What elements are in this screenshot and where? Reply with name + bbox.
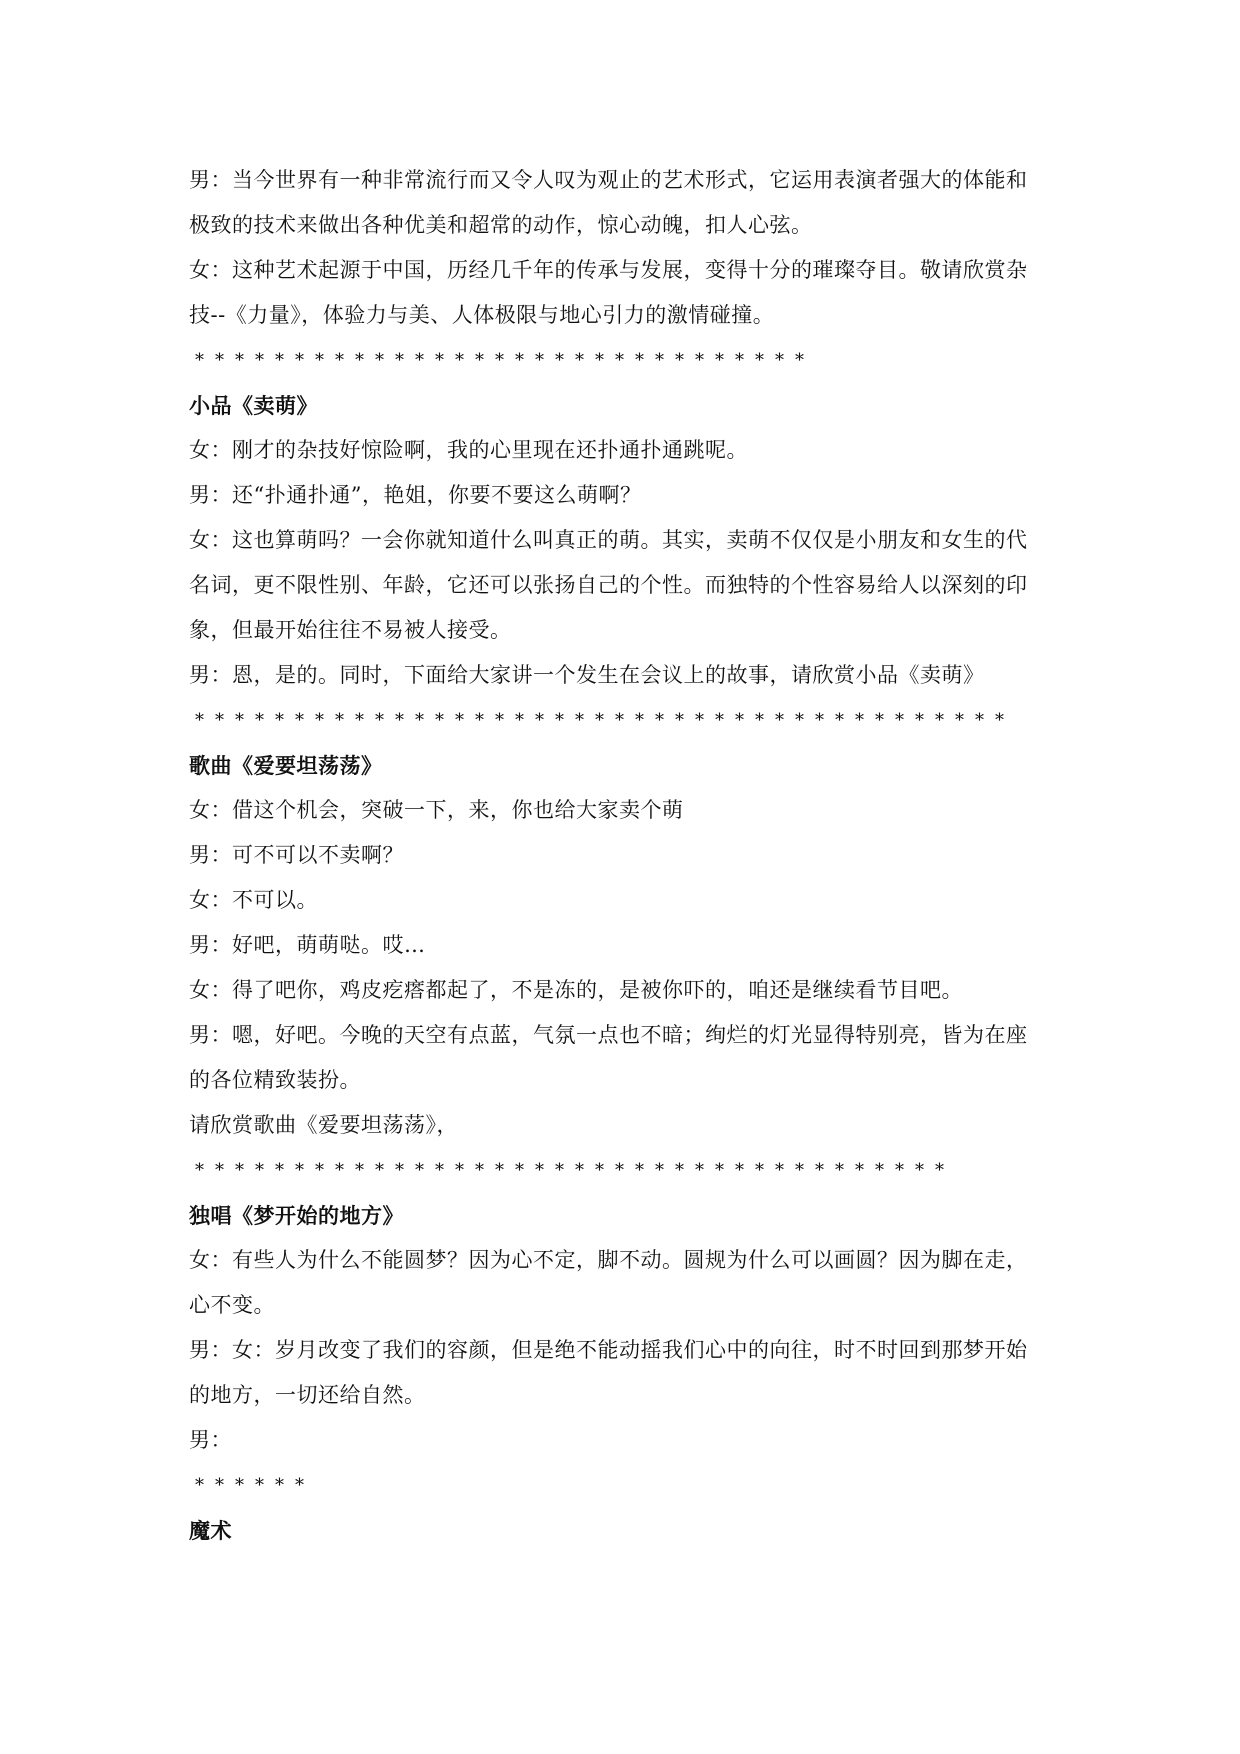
paragraph-line: 女：借这个机会，突破一下，来，你也给大家卖个萌 xyxy=(189,798,684,822)
paragraph-line: 男：女：岁月改变了我们的容颜，但是绝不能动摇我们心中的向往，时不时回到那梦开始 xyxy=(189,1338,1028,1362)
section-heading: 独唱《梦开始的地方》 xyxy=(189,1203,404,1228)
paragraph-line: 女：刚才的杂技好惊险啊，我的心里现在还扑通扑通跳呢。 xyxy=(189,438,748,462)
paragraph-line: 的地方，一切还给自然。 xyxy=(189,1383,426,1407)
paragraph-line: 心不变。 xyxy=(189,1293,275,1317)
star-separator: ******************************* xyxy=(195,350,815,371)
paragraph-line: 男：嗯，好吧。今晚的天空有点蓝，气氛一点也不暗；绚烂的灯光显得特别亮，皆为在座 xyxy=(189,1023,1028,1047)
star-separator: ***************************************** xyxy=(195,710,1015,731)
paragraph-line: 男： xyxy=(189,1428,232,1452)
document-body xyxy=(189,158,1069,1553)
paragraph-line: 女：有些人为什么不能圆梦？因为心不定，脚不动。圆规为什么可以画圆？因为脚在走， xyxy=(189,1248,1028,1272)
paragraph-line: 极致的技术来做出各种优美和超常的动作，惊心动魄，扣人心弦。 xyxy=(189,213,813,237)
paragraph-line: 男：好吧，萌萌哒。哎… xyxy=(189,933,426,957)
star-separator: ************************************** xyxy=(195,1160,955,1181)
paragraph-line: 男：还“扑通扑通”，艳姐，你要不要这么萌啊？ xyxy=(189,483,642,507)
paragraph-line: 名词，更不限性别、年龄，它还可以张扬自己的个性。而独特的个性容易给人以深刻的印 xyxy=(189,573,1028,597)
paragraph-line: 男：可不可以不卖啊？ xyxy=(189,843,404,867)
section-heading: 小品《卖萌》 xyxy=(189,393,318,418)
paragraph-line: 女：得了吧你，鸡皮疙瘩都起了，不是冻的，是被你吓的，咱还是继续看节目吧。 xyxy=(189,978,963,1002)
paragraph-line: 象，但最开始往往不易被人接受。 xyxy=(189,618,512,642)
star-separator: ****** xyxy=(195,1475,315,1496)
paragraph-line: 的各位精致装扮。 xyxy=(189,1068,361,1092)
paragraph-line: 技--《力量》，体验力与美、人体极限与地心引力的激情碰撞。 xyxy=(189,303,775,327)
paragraph-line: 女：不可以。 xyxy=(189,888,318,912)
paragraph-line: 女：这种艺术起源于中国，历经几千年的传承与发展，变得十分的璀璨夺目。敬请欣赏杂 xyxy=(189,258,1028,282)
paragraph-line: 请欣赏歌曲《爱要坦荡荡》， xyxy=(189,1113,458,1137)
section-heading: 魔术 xyxy=(189,1518,232,1543)
paragraph-line: 女：这也算萌吗？一会你就知道什么叫真正的萌。其实，卖萌不仅仅是小朋友和女生的代 xyxy=(189,528,1028,552)
paragraph-line: 男：当今世界有一种非常流行而又令人叹为观止的艺术形式，它运用表演者强大的体能和 xyxy=(189,168,1028,192)
section-heading: 歌曲《爱要坦荡荡》 xyxy=(189,753,383,778)
paragraph-line: 男：恩，是的。同时，下面给大家讲一个发生在会议上的故事，请欣赏小品《卖萌》 xyxy=(189,663,985,687)
